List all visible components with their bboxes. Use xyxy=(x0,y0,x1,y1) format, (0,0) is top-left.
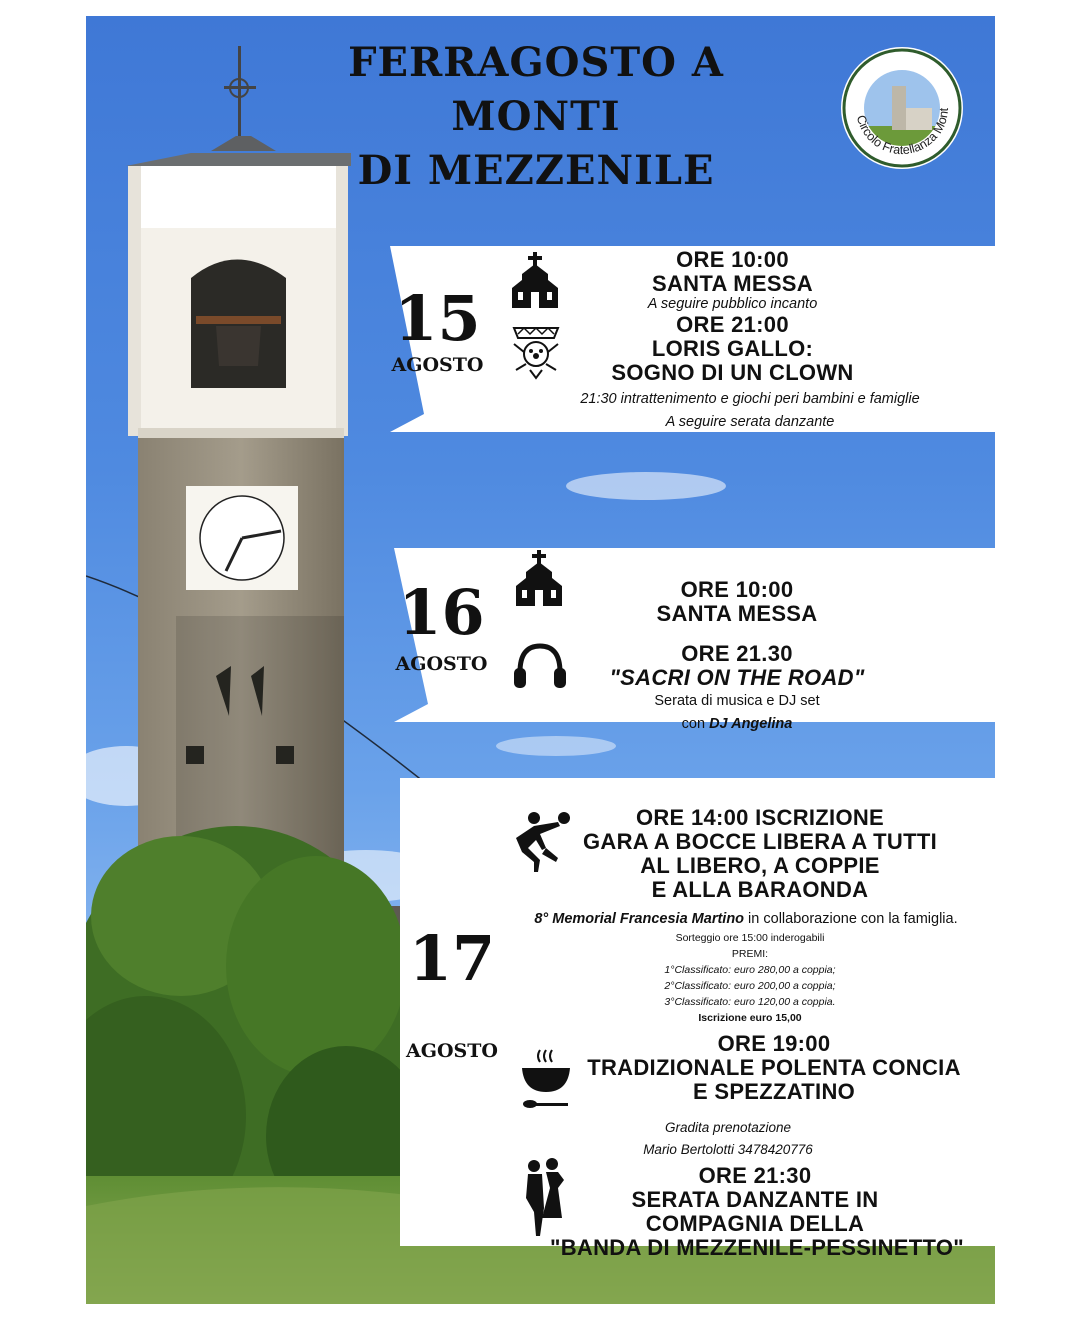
dj-name: DJ Angelina xyxy=(709,716,793,732)
headphones-icon xyxy=(512,642,568,690)
title-line-2: MONTI xyxy=(451,93,621,140)
banner-day-17 xyxy=(400,778,995,1260)
poster xyxy=(86,16,995,1304)
title-line-3: DI MEZZENILE xyxy=(357,147,715,194)
event-title: SERATA DANZANTE IN xyxy=(631,1187,879,1212)
event-title: SANTA MESSA xyxy=(656,601,818,626)
event-time: ORE 19:00 xyxy=(717,1031,831,1056)
prize-line: 1°Classificato: euro 280,00 a coppia; xyxy=(664,964,836,976)
prize-line: 3°Classificato: euro 120,00 a coppia. xyxy=(664,996,836,1008)
banner-day-15 xyxy=(390,246,995,432)
event-title: "SACRI ON THE ROAD" xyxy=(609,665,865,690)
banner-day-16 xyxy=(394,548,995,732)
memorial-line: 8° Memorial Francesia Martino in collaborazione con la famiglia. xyxy=(534,911,958,927)
event-title: AL LIBERO, A COPPIE xyxy=(640,853,880,878)
event-note: con DJ Angelina xyxy=(681,716,793,732)
event-time: ORE 10:00 xyxy=(676,247,789,272)
booking-note: Gradita prenotazione xyxy=(664,1120,792,1135)
day-number: 17 xyxy=(408,922,496,995)
day-month: AGOSTO xyxy=(391,354,484,376)
booking-contact: Mario Bertolotti 3478420776 xyxy=(643,1142,813,1157)
circolo-fratellanza-logo xyxy=(840,46,964,170)
poster-title xyxy=(336,36,736,198)
event-time: ORE 21:30 xyxy=(698,1163,812,1188)
event-note: A seguire serata danzante xyxy=(665,414,835,430)
event-title: "BANDA DI MEZZENILE-PESSINETTO" xyxy=(550,1235,964,1260)
event-note: Serata di musica e DJ set xyxy=(654,693,820,709)
event-title: TRADIZIONALE POLENTA CONCIA xyxy=(587,1055,961,1080)
event-time: ORE 10:00 xyxy=(680,577,794,602)
event-time: ORE 14:00 ISCRIZIONE xyxy=(635,805,885,830)
day-month: AGOSTO xyxy=(406,1040,498,1062)
prize-line: 2°Classificato: euro 200,00 a coppia; xyxy=(664,980,836,992)
event-title: SANTA MESSA xyxy=(652,271,813,296)
event-title: E ALLA BARAONDA xyxy=(651,877,869,902)
prizes-heading: PREMI: xyxy=(731,948,769,960)
day-month: AGOSTO xyxy=(395,653,488,675)
event-title: GARA A BOCCE LIBERA A TUTTI xyxy=(583,829,937,854)
event-time: ORE 21.30 xyxy=(681,641,793,666)
event-title: SOGNO DI UN CLOWN xyxy=(611,360,854,385)
event-note: 21:30 intrattenimento e giochi peri bambini e famiglie xyxy=(580,391,920,407)
church-icon xyxy=(514,550,564,610)
event-title: LORIS GALLO: xyxy=(651,336,814,361)
logo-text: Circolo Fratellanza Mont xyxy=(853,107,952,158)
event-note: A seguire pubblico incanto xyxy=(647,296,818,312)
event-title: COMPAGNIA DELLA xyxy=(645,1211,865,1236)
draw-note: Sorteggio ore 15:00 inderogabili xyxy=(675,932,825,944)
registration-fee: Iscrizione euro 15,00 xyxy=(698,1012,802,1024)
day-number: 15 xyxy=(394,282,481,355)
memorial-name: 8° Memorial Francesia Martino xyxy=(534,911,745,927)
event-title: E SPEZZATINO xyxy=(692,1079,856,1104)
event-time: ORE 21:00 xyxy=(676,312,789,337)
day-number: 16 xyxy=(398,576,485,649)
title-line-1: FERRAGOSTO A xyxy=(348,39,724,86)
